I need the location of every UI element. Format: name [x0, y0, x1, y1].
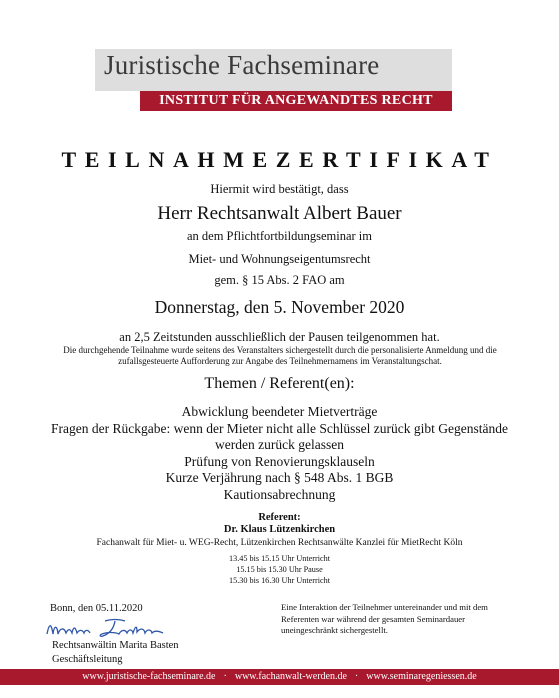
attendee-name: Herr Rechtsanwalt Albert Bauer — [157, 203, 402, 224]
handwritten-signature — [45, 616, 180, 640]
footer-separator: · — [223, 671, 227, 682]
interaction-note-line: Referenten war während der gesamten Seminardauer — [281, 613, 466, 624]
interaction-note-line: Eine Interaktion der Teilnehmer untereinander und mit dem — [281, 602, 488, 612]
seminar-subject: Miet- und Wohnungseigentumsrecht — [188, 252, 371, 266]
footer-link[interactable]: www.fachanwalt-werden.de — [234, 671, 347, 682]
schedule — [0, 553, 559, 586]
seminar-date: Donnerstag, den 5. November 2020 — [154, 297, 405, 317]
signatory — [52, 639, 179, 667]
interaction-note — [281, 602, 521, 637]
footer-link[interactable]: www.seminaregeniessen.de — [366, 671, 477, 682]
footer-separator: · — [354, 671, 359, 682]
referent-label: Referent: — [258, 512, 301, 523]
attendance-note — [34, 345, 526, 367]
topic-item: Abwicklung beendeter Mietverträge — [181, 404, 378, 419]
schedule-item: 15.15 bis 15.30 Uhr Pause — [236, 565, 323, 574]
seminar-line: an dem Pflichtfortbildungseminar im — [186, 229, 373, 243]
topics-list — [0, 404, 559, 503]
topics-heading: Themen / Referent(en): — [204, 375, 355, 392]
schedule-item: 13.45 bis 15.15 Uhr Unterricht — [229, 554, 330, 563]
topic-item: Kautionsabrechnung — [223, 486, 336, 502]
confirmation-text: Hiermit wird bestätigt, dass — [210, 182, 349, 196]
attendance-note-line: Die durchgehende Teilnahme wurde seitens des Veranstalters sichergestellt durch die personalisierte Anmeldung und die — [63, 345, 497, 355]
footer-link[interactable]: www.juristische-fachseminare.de — [82, 671, 216, 682]
attendance-note-line: zufallsgesteuerte Aufforderung zur Angabe des Teilnehmernamens im Veranstaltungschat. — [118, 356, 442, 366]
logo-title: Juristische Fachseminare — [104, 50, 380, 80]
referent-title: Fachanwalt für Miet- u. WEG-Recht, Lützenkirchen Rechtsanwälte Kanzlei für MietRecht Köln — [96, 538, 463, 548]
place-and-date: Bonn, den 05.11.2020 — [50, 603, 143, 614]
topic-item: Kurze Verjährung nach § 548 Abs. 1 BGB — [165, 470, 394, 485]
topic-item: werden zurück gelassen — [215, 437, 344, 452]
topic-item: Fragen der Rückgabe: wenn der Mieter nicht alle Schlüssel zurück gibt Gegenstände — [51, 420, 508, 436]
certificate-title: TEILNAHMEZERTIFIKAT — [61, 147, 498, 172]
topic-item: Prüfung von Renovierungsklauseln — [184, 453, 375, 469]
interaction-note-line: uneingeschränkt sichergestellt. — [281, 625, 388, 635]
footer-links — [0, 669, 559, 685]
schedule-item: 15.30 bis 16.30 Uhr Unterricht — [229, 576, 330, 585]
referent-name: Dr. Klaus Lützenkirchen — [223, 524, 336, 535]
signatory-name: Rechtsanwältin Marita Basten — [52, 640, 179, 651]
logo-subtitle: INSTITUT FÜR ANGEWANDTES RECHT — [159, 93, 433, 108]
hours-statement: an 2,5 Zeitstunden ausschließlich der Pausen teilgenommen hat. — [119, 330, 440, 344]
signatory-role: Geschäftsleitung — [52, 654, 123, 665]
seminar-legal-basis: gem. § 15 Abs. 2 FAO am — [214, 273, 345, 287]
